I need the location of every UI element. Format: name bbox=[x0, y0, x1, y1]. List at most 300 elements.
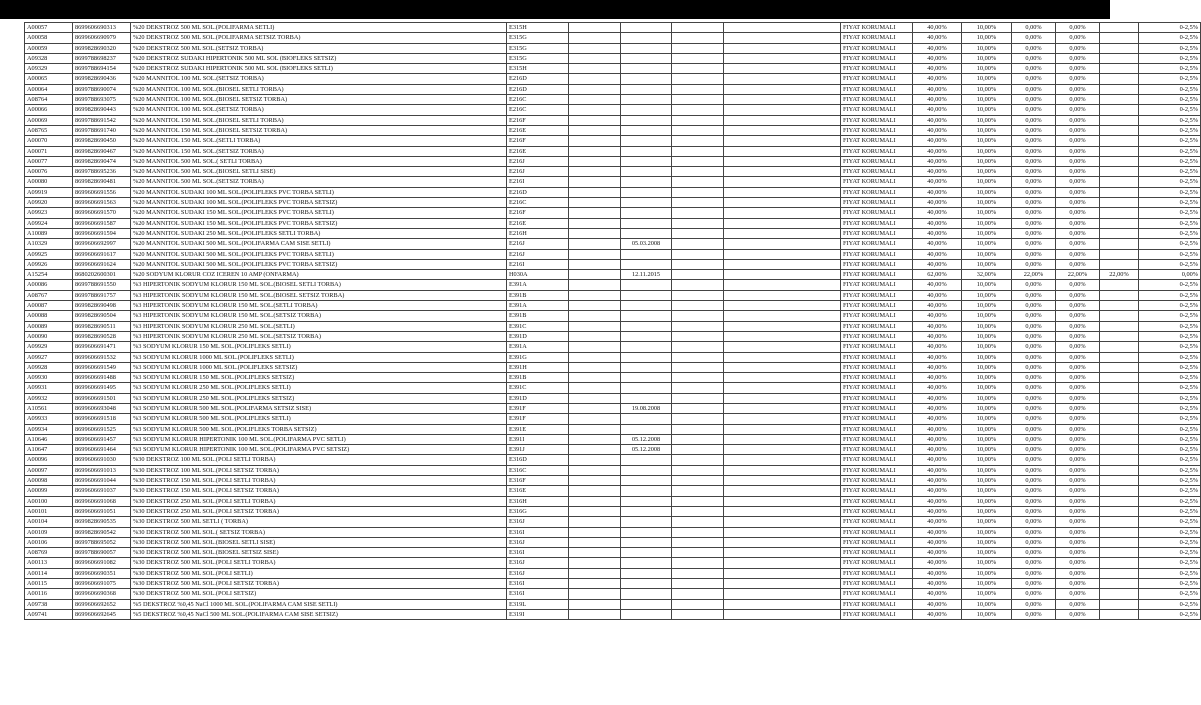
equivalent-code-cell: E216C bbox=[507, 105, 569, 115]
barcode-cell: 8699788690074 bbox=[73, 84, 131, 94]
date-cell bbox=[621, 301, 672, 311]
discount-2-cell: 10,00% bbox=[962, 187, 1012, 197]
table-row bbox=[25, 259, 1201, 269]
table-row bbox=[25, 373, 1201, 383]
product-code-cell: A00088 bbox=[25, 311, 73, 321]
product-code-cell: A09923 bbox=[25, 208, 73, 218]
equivalent-code-cell: E319L bbox=[507, 599, 569, 609]
barcode-cell: 8699788691740 bbox=[73, 125, 131, 135]
discount-3-cell: 0,00% bbox=[1012, 125, 1056, 135]
table-row bbox=[25, 506, 1201, 516]
product-name-cell: %3 SODYUM KLORUR 1000 ML SOL.(POLIFLEKS SETLI) bbox=[131, 352, 507, 362]
discount-3-cell: 0,00% bbox=[1012, 537, 1056, 547]
col-empty-1-cell bbox=[569, 53, 621, 63]
col-empty-3-cell bbox=[724, 589, 841, 599]
discount-5-cell bbox=[1100, 373, 1139, 383]
table-row bbox=[25, 156, 1201, 166]
discount-2-cell: 10,00% bbox=[962, 33, 1012, 43]
price-status-cell: FIYAT KORUMALI bbox=[841, 146, 913, 156]
discount-1-cell: 40,00% bbox=[913, 167, 962, 177]
product-code-cell: A08764 bbox=[25, 95, 73, 105]
discount-1-cell: 40,00% bbox=[913, 527, 962, 537]
col-empty-2-cell bbox=[672, 579, 724, 589]
price-status-cell: FIYAT KORUMALI bbox=[841, 579, 913, 589]
col-empty-3-cell bbox=[724, 548, 841, 558]
product-code-cell: A15254 bbox=[25, 270, 73, 280]
discount-1-cell: 40,00% bbox=[913, 537, 962, 547]
discount-4-cell: 0,00% bbox=[1056, 74, 1100, 84]
col-empty-1-cell bbox=[569, 311, 621, 321]
discount-3-cell: 0,00% bbox=[1012, 434, 1056, 444]
product-name-cell: %20 MANNITOL SUDAKI 500 ML SOL.(POLIFLEKS PVC TORBA SETSIZ) bbox=[131, 259, 507, 269]
price-status-cell: FIYAT KORUMALI bbox=[841, 198, 913, 208]
barcode-cell: 8699788693075 bbox=[73, 95, 131, 105]
equivalent-code-cell: E216J bbox=[507, 156, 569, 166]
col-empty-3-cell bbox=[724, 239, 841, 249]
discount-1-cell: 40,00% bbox=[913, 403, 962, 413]
discount-4-cell: 0,00% bbox=[1056, 558, 1100, 568]
col-empty-1-cell bbox=[569, 105, 621, 115]
discount-2-cell: 10,00% bbox=[962, 239, 1012, 249]
discount-range-cell: 0-2,5% bbox=[1139, 465, 1201, 475]
discount-2-cell: 10,00% bbox=[962, 146, 1012, 156]
discount-3-cell: 0,00% bbox=[1012, 506, 1056, 516]
col-empty-1-cell bbox=[569, 136, 621, 146]
discount-4-cell: 0,00% bbox=[1056, 218, 1100, 228]
discount-1-cell: 40,00% bbox=[913, 280, 962, 290]
discount-4-cell: 0,00% bbox=[1056, 136, 1100, 146]
discount-range-cell: 0-2,5% bbox=[1139, 362, 1201, 372]
discount-1-cell: 40,00% bbox=[913, 84, 962, 94]
col-empty-3-cell bbox=[724, 579, 841, 589]
price-status-cell: FIYAT KORUMALI bbox=[841, 455, 913, 465]
discount-range-cell: 0-2,5% bbox=[1139, 167, 1201, 177]
discount-2-cell: 10,00% bbox=[962, 167, 1012, 177]
table-row bbox=[25, 84, 1201, 94]
discount-5-cell bbox=[1100, 321, 1139, 331]
discount-range-cell: 0-2,5% bbox=[1139, 95, 1201, 105]
col-empty-2-cell bbox=[672, 496, 724, 506]
table-row bbox=[25, 321, 1201, 331]
discount-4-cell: 0,00% bbox=[1056, 352, 1100, 362]
col-empty-1-cell bbox=[569, 424, 621, 434]
col-empty-1-cell bbox=[569, 321, 621, 331]
table-row bbox=[25, 280, 1201, 290]
product-name-cell: %30 DEKSTROZ 100 ML SOL.(POLI SETSIZ TORBA) bbox=[131, 465, 507, 475]
discount-range-cell: 0-2,5% bbox=[1139, 53, 1201, 63]
equivalent-code-cell: E216I bbox=[507, 177, 569, 187]
equivalent-code-cell: E216C bbox=[507, 95, 569, 105]
discount-range-cell: 0,00% bbox=[1139, 270, 1201, 280]
discount-2-cell: 10,00% bbox=[962, 579, 1012, 589]
table-row bbox=[25, 393, 1201, 403]
discount-1-cell: 40,00% bbox=[913, 290, 962, 300]
discount-4-cell: 0,00% bbox=[1056, 589, 1100, 599]
discount-5-cell bbox=[1100, 342, 1139, 352]
col-empty-1-cell bbox=[569, 506, 621, 516]
col-empty-1-cell bbox=[569, 352, 621, 362]
discount-range-cell: 0-2,5% bbox=[1139, 64, 1201, 74]
discount-5-cell bbox=[1100, 115, 1139, 125]
discount-5-cell bbox=[1100, 167, 1139, 177]
price-status-cell: FIYAT KORUMALI bbox=[841, 290, 913, 300]
barcode-cell: 8699606690368 bbox=[73, 589, 131, 599]
discount-4-cell: 0,00% bbox=[1056, 156, 1100, 166]
col-empty-3-cell bbox=[724, 455, 841, 465]
date-cell: 05.12.2008 bbox=[621, 434, 672, 444]
product-name-cell: %20 MANNITOL 150 ML SOL.(BIOSEL SETSIZ TORBA) bbox=[131, 125, 507, 135]
price-status-cell: FIYAT KORUMALI bbox=[841, 208, 913, 218]
barcode-cell: 8699606691563 bbox=[73, 198, 131, 208]
product-name-cell: %20 MANNITOL 100 ML SOL.(BIOSEL SETSIZ TORBA) bbox=[131, 95, 507, 105]
discount-4-cell: 0,00% bbox=[1056, 496, 1100, 506]
col-empty-1-cell bbox=[569, 486, 621, 496]
discount-4-cell: 0,00% bbox=[1056, 321, 1100, 331]
product-code-cell: A00066 bbox=[25, 105, 73, 115]
discount-4-cell: 0,00% bbox=[1056, 208, 1100, 218]
product-name-cell: %30 DEKSTROZ 500 ML SOL.(BIOSEL SETLI SISE) bbox=[131, 537, 507, 547]
discount-3-cell: 0,00% bbox=[1012, 342, 1056, 352]
product-code-cell: A09329 bbox=[25, 64, 73, 74]
table-row bbox=[25, 249, 1201, 259]
product-name-cell: %30 DEKSTROZ 500 ML SETLI ( TORBA) bbox=[131, 517, 507, 527]
barcode-cell: 8699606691068 bbox=[73, 496, 131, 506]
col-empty-1-cell bbox=[569, 445, 621, 455]
product-code-cell: A00064 bbox=[25, 84, 73, 94]
equivalent-code-cell: E316I bbox=[507, 589, 569, 599]
barcode-cell: 8699606691525 bbox=[73, 424, 131, 434]
discount-3-cell: 0,00% bbox=[1012, 517, 1056, 527]
discount-range-cell: 0-2,5% bbox=[1139, 198, 1201, 208]
discount-2-cell: 10,00% bbox=[962, 53, 1012, 63]
col-empty-3-cell bbox=[724, 362, 841, 372]
date-cell bbox=[621, 496, 672, 506]
equivalent-code-cell: E315G bbox=[507, 43, 569, 53]
equivalent-code-cell: E391H bbox=[507, 362, 569, 372]
discount-4-cell: 0,00% bbox=[1056, 177, 1100, 187]
col-empty-1-cell bbox=[569, 537, 621, 547]
table-row bbox=[25, 311, 1201, 321]
col-empty-1-cell bbox=[569, 33, 621, 43]
col-empty-3-cell bbox=[724, 167, 841, 177]
discount-5-cell bbox=[1100, 136, 1139, 146]
discount-range-cell: 0-2,5% bbox=[1139, 218, 1201, 228]
equivalent-code-cell: E216D bbox=[507, 74, 569, 84]
barcode-cell: 8699606691518 bbox=[73, 414, 131, 424]
equivalent-code-cell: E315G bbox=[507, 33, 569, 43]
col-empty-3-cell bbox=[724, 486, 841, 496]
discount-5-cell bbox=[1100, 579, 1139, 589]
discount-2-cell: 10,00% bbox=[962, 249, 1012, 259]
discount-range-cell: 0-2,5% bbox=[1139, 115, 1201, 125]
discount-5-cell bbox=[1100, 517, 1139, 527]
barcode-cell: 8699788690057 bbox=[73, 548, 131, 558]
col-empty-1-cell bbox=[569, 84, 621, 94]
col-empty-3-cell bbox=[724, 259, 841, 269]
date-cell bbox=[621, 198, 672, 208]
date-cell bbox=[621, 177, 672, 187]
discount-3-cell: 0,00% bbox=[1012, 249, 1056, 259]
table-row bbox=[25, 362, 1201, 372]
discount-range-cell: 0-2,5% bbox=[1139, 486, 1201, 496]
price-status-cell: FIYAT KORUMALI bbox=[841, 74, 913, 84]
col-empty-3-cell bbox=[724, 445, 841, 455]
discount-5-cell bbox=[1100, 198, 1139, 208]
equivalent-code-cell: E316G bbox=[507, 506, 569, 516]
product-name-cell: %30 DEKSTROZ 500 ML SOL.(POLI SETSIZ) bbox=[131, 589, 507, 599]
equivalent-code-cell: E391I bbox=[507, 434, 569, 444]
date-cell bbox=[621, 259, 672, 269]
discount-5-cell bbox=[1100, 568, 1139, 578]
product-code-cell: A09741 bbox=[25, 609, 73, 619]
product-code-cell: A00070 bbox=[25, 136, 73, 146]
equivalent-code-cell: E391A bbox=[507, 342, 569, 352]
discount-2-cell: 10,00% bbox=[962, 125, 1012, 135]
discount-5-cell bbox=[1100, 208, 1139, 218]
price-status-cell: FIYAT KORUMALI bbox=[841, 424, 913, 434]
price-status-cell: FIYAT KORUMALI bbox=[841, 301, 913, 311]
discount-2-cell: 10,00% bbox=[962, 558, 1012, 568]
price-status-cell: FIYAT KORUMALI bbox=[841, 486, 913, 496]
barcode-cell: 8699606691587 bbox=[73, 218, 131, 228]
col-empty-3-cell bbox=[724, 74, 841, 84]
discount-1-cell: 40,00% bbox=[913, 259, 962, 269]
product-name-cell: %20 MANNITOL 150 ML SOL.(SETSIZ TORBA) bbox=[131, 146, 507, 156]
col-empty-1-cell bbox=[569, 599, 621, 609]
col-empty-3-cell bbox=[724, 53, 841, 63]
product-name-cell: %3 HIPERTONIK SODYUM KLORUR 150 ML SOL.(BIOSEL SETSIZ TORBA) bbox=[131, 290, 507, 300]
col-empty-3-cell bbox=[724, 506, 841, 516]
date-cell bbox=[621, 609, 672, 619]
discount-range-cell: 0-2,5% bbox=[1139, 424, 1201, 434]
equivalent-code-cell: E316I bbox=[507, 548, 569, 558]
col-empty-3-cell bbox=[724, 301, 841, 311]
table-row bbox=[25, 434, 1201, 444]
col-empty-1-cell bbox=[569, 198, 621, 208]
barcode-cell: 8699828690450 bbox=[73, 136, 131, 146]
equivalent-code-cell: E391C bbox=[507, 321, 569, 331]
discount-5-cell bbox=[1100, 64, 1139, 74]
discount-5-cell bbox=[1100, 486, 1139, 496]
date-cell bbox=[621, 548, 672, 558]
equivalent-code-cell: H030A bbox=[507, 270, 569, 280]
equivalent-code-cell: E216D bbox=[507, 187, 569, 197]
discount-1-cell: 40,00% bbox=[913, 105, 962, 115]
col-empty-3-cell bbox=[724, 517, 841, 527]
col-empty-3-cell bbox=[724, 198, 841, 208]
equivalent-code-cell: E316I bbox=[507, 579, 569, 589]
discount-4-cell: 0,00% bbox=[1056, 455, 1100, 465]
col-empty-2-cell bbox=[672, 373, 724, 383]
product-code-cell: A09933 bbox=[25, 414, 73, 424]
date-cell bbox=[621, 64, 672, 74]
equivalent-code-cell: E216J bbox=[507, 239, 569, 249]
equivalent-code-cell: E391B bbox=[507, 311, 569, 321]
discount-3-cell: 0,00% bbox=[1012, 414, 1056, 424]
price-status-cell: FIYAT KORUMALI bbox=[841, 33, 913, 43]
equivalent-code-cell: E216F bbox=[507, 208, 569, 218]
product-name-cell: %20 MANNITOL 500 ML SOL.(SETSIZ TORBA) bbox=[131, 177, 507, 187]
discount-2-cell: 10,00% bbox=[962, 64, 1012, 74]
discount-1-cell: 62,00% bbox=[913, 270, 962, 280]
discount-2-cell: 10,00% bbox=[962, 465, 1012, 475]
discount-range-cell: 0-2,5% bbox=[1139, 84, 1201, 94]
discount-2-cell: 10,00% bbox=[962, 136, 1012, 146]
equivalent-code-cell: E316C bbox=[507, 465, 569, 475]
discount-2-cell: 10,00% bbox=[962, 301, 1012, 311]
discount-3-cell: 0,00% bbox=[1012, 609, 1056, 619]
discount-5-cell bbox=[1100, 125, 1139, 135]
col-empty-2-cell bbox=[672, 33, 724, 43]
discount-4-cell: 0,00% bbox=[1056, 43, 1100, 53]
product-name-cell: %20 DEKSTROZ 500 ML SOL.(POLIFARMA SETLI) bbox=[131, 23, 507, 33]
col-empty-2-cell bbox=[672, 187, 724, 197]
discount-2-cell: 10,00% bbox=[962, 609, 1012, 619]
date-cell bbox=[621, 373, 672, 383]
equivalent-code-cell: E391J bbox=[507, 445, 569, 455]
discount-1-cell: 40,00% bbox=[913, 383, 962, 393]
date-cell bbox=[621, 465, 672, 475]
table-row bbox=[25, 609, 1201, 619]
equivalent-code-cell: E216E bbox=[507, 146, 569, 156]
product-code-cell: A00090 bbox=[25, 331, 73, 341]
product-name-cell: %20 MANNITOL SUDAKI 150 ML SOL.(POLIFLEKS PVC TORBA SETSIZ) bbox=[131, 218, 507, 228]
product-code-cell: A00099 bbox=[25, 486, 73, 496]
product-code-cell: A00086 bbox=[25, 280, 73, 290]
col-empty-2-cell bbox=[672, 53, 724, 63]
product-code-cell: A10089 bbox=[25, 228, 73, 238]
col-empty-1-cell bbox=[569, 177, 621, 187]
discount-5-cell bbox=[1100, 424, 1139, 434]
discount-5-cell bbox=[1100, 53, 1139, 63]
discount-range-cell: 0-2,5% bbox=[1139, 228, 1201, 238]
date-cell bbox=[621, 43, 672, 53]
date-cell bbox=[621, 95, 672, 105]
product-name-cell: %20 DEKSTROZ 500 ML SOL.(POLIFARMA SETSIZ TORBA) bbox=[131, 33, 507, 43]
discount-5-cell bbox=[1100, 218, 1139, 228]
discount-2-cell: 10,00% bbox=[962, 198, 1012, 208]
col-empty-3-cell bbox=[724, 280, 841, 290]
product-code-cell: A00101 bbox=[25, 506, 73, 516]
price-status-cell: FIYAT KORUMALI bbox=[841, 506, 913, 516]
date-cell bbox=[621, 568, 672, 578]
discount-1-cell: 40,00% bbox=[913, 74, 962, 84]
discount-1-cell: 40,00% bbox=[913, 599, 962, 609]
col-empty-2-cell bbox=[672, 64, 724, 74]
discount-5-cell bbox=[1100, 290, 1139, 300]
discount-range-cell: 0-2,5% bbox=[1139, 434, 1201, 444]
discount-2-cell: 10,00% bbox=[962, 548, 1012, 558]
date-cell: 19.08.2008 bbox=[621, 403, 672, 413]
product-code-cell: A10646 bbox=[25, 434, 73, 444]
price-status-cell: FIYAT KORUMALI bbox=[841, 23, 913, 33]
table-row bbox=[25, 558, 1201, 568]
col-empty-3-cell bbox=[724, 136, 841, 146]
discount-2-cell: 10,00% bbox=[962, 290, 1012, 300]
barcode-cell: 8699788691757 bbox=[73, 290, 131, 300]
discount-3-cell: 0,00% bbox=[1012, 445, 1056, 455]
table-row bbox=[25, 301, 1201, 311]
col-empty-1-cell bbox=[569, 228, 621, 238]
discount-range-cell: 0-2,5% bbox=[1139, 548, 1201, 558]
price-status-cell: FIYAT KORUMALI bbox=[841, 434, 913, 444]
product-code-cell: A09934 bbox=[25, 424, 73, 434]
col-empty-2-cell bbox=[672, 311, 724, 321]
discount-4-cell: 0,00% bbox=[1056, 249, 1100, 259]
table-row bbox=[25, 465, 1201, 475]
product-code-cell: A10561 bbox=[25, 403, 73, 413]
barcode-cell: 8699606691488 bbox=[73, 373, 131, 383]
col-empty-1-cell bbox=[569, 548, 621, 558]
discount-4-cell: 0,00% bbox=[1056, 125, 1100, 135]
col-empty-2-cell bbox=[672, 105, 724, 115]
barcode-cell: 8699828690474 bbox=[73, 156, 131, 166]
discount-2-cell: 10,00% bbox=[962, 228, 1012, 238]
date-cell bbox=[621, 558, 672, 568]
col-empty-1-cell bbox=[569, 259, 621, 269]
col-empty-3-cell bbox=[724, 146, 841, 156]
discount-3-cell: 0,00% bbox=[1012, 362, 1056, 372]
discount-5-cell bbox=[1100, 74, 1139, 84]
col-empty-3-cell bbox=[724, 270, 841, 280]
discount-5-cell bbox=[1100, 393, 1139, 403]
table-row bbox=[25, 187, 1201, 197]
product-code-cell: A00097 bbox=[25, 465, 73, 475]
discount-range-cell: 0-2,5% bbox=[1139, 599, 1201, 609]
col-empty-3-cell bbox=[724, 321, 841, 331]
price-status-cell: FIYAT KORUMALI bbox=[841, 156, 913, 166]
discount-1-cell: 40,00% bbox=[913, 609, 962, 619]
col-empty-2-cell bbox=[672, 403, 724, 413]
price-status-cell: FIYAT KORUMALI bbox=[841, 609, 913, 619]
discount-1-cell: 40,00% bbox=[913, 64, 962, 74]
equivalent-code-cell: E216F bbox=[507, 115, 569, 125]
barcode-cell: 8699606691013 bbox=[73, 465, 131, 475]
discount-1-cell: 40,00% bbox=[913, 187, 962, 197]
discount-5-cell bbox=[1100, 105, 1139, 115]
discount-4-cell: 0,00% bbox=[1056, 115, 1100, 125]
discount-range-cell: 0-2,5% bbox=[1139, 156, 1201, 166]
discount-1-cell: 40,00% bbox=[913, 198, 962, 208]
barcode-cell: 8699606691624 bbox=[73, 259, 131, 269]
col-empty-2-cell bbox=[672, 599, 724, 609]
discount-4-cell: 0,00% bbox=[1056, 445, 1100, 455]
equivalent-code-cell: E216J bbox=[507, 249, 569, 259]
product-name-cell: %20 MANNITOL SUDAKI 100 ML SOL.(POLIFLEKS PVC TORBA SETLI) bbox=[131, 187, 507, 197]
discount-4-cell: 22,00% bbox=[1056, 270, 1100, 280]
discount-1-cell: 40,00% bbox=[913, 95, 962, 105]
col-empty-2-cell bbox=[672, 455, 724, 465]
product-name-cell: %30 DEKSTROZ 500 ML SOL.(POLI SETSIZ TORBA) bbox=[131, 579, 507, 589]
barcode-cell: 8699606690313 bbox=[73, 23, 131, 33]
discount-1-cell: 40,00% bbox=[913, 331, 962, 341]
price-status-cell: FIYAT KORUMALI bbox=[841, 517, 913, 527]
product-code-cell: A09925 bbox=[25, 249, 73, 259]
product-name-cell: %3 HIPERTONIK SODYUM KLORUR 150 ML SOL.(SETLI TORBA) bbox=[131, 301, 507, 311]
col-empty-2-cell bbox=[672, 393, 724, 403]
discount-5-cell bbox=[1100, 239, 1139, 249]
discount-3-cell: 0,00% bbox=[1012, 579, 1056, 589]
product-name-cell: %3 SODYUM KLORUR 1000 ML SOL.(POLIFLEKS SETSIZ) bbox=[131, 362, 507, 372]
col-empty-3-cell bbox=[724, 599, 841, 609]
discount-1-cell: 40,00% bbox=[913, 589, 962, 599]
discount-1-cell: 40,00% bbox=[913, 506, 962, 516]
discount-5-cell bbox=[1100, 414, 1139, 424]
discount-4-cell: 0,00% bbox=[1056, 23, 1100, 33]
col-empty-2-cell bbox=[672, 270, 724, 280]
date-cell bbox=[621, 455, 672, 465]
equivalent-code-cell: E216F bbox=[507, 136, 569, 146]
